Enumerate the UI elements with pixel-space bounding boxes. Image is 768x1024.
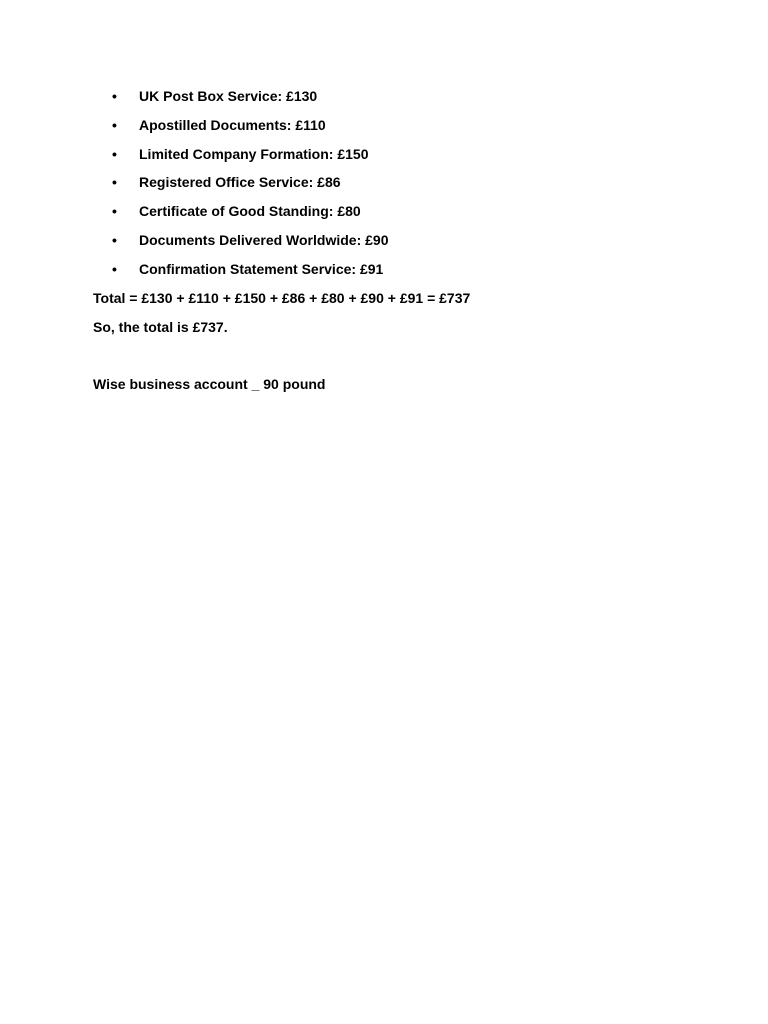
bullet-icon: •	[112, 203, 117, 220]
list-item	[112, 86, 388, 115]
list-item	[112, 259, 388, 288]
list-item-text: Certificate of Good Standing: £80	[139, 203, 361, 220]
list-item-text: Registered Office Service: £86	[139, 174, 341, 191]
bullet-icon: •	[112, 116, 117, 133]
bullet-icon: •	[112, 88, 117, 104]
list-item-text: Documents Delivered Worldwide: £90	[139, 231, 389, 248]
list-item-text: UK Post Box Service: £130	[139, 88, 318, 104]
list-item-text: Limited Company Formation: £150	[139, 145, 369, 162]
bullet-icon: •	[112, 231, 117, 248]
total-calculation: Total = £130 + £110 + £150 + £86 + £80 + £90 + £91 = £737	[93, 290, 471, 306]
total-summary: So, the total is £737.	[93, 319, 228, 335]
bullet-icon: •	[112, 260, 117, 277]
list-item-text: Confirmation Statement Service: £91	[139, 260, 384, 277]
list-item	[112, 172, 388, 201]
list-item	[112, 144, 388, 173]
list-item	[112, 115, 388, 144]
list-item	[112, 201, 388, 230]
list-item-text: Apostilled Documents: £110	[139, 116, 326, 133]
bullet-icon: •	[112, 145, 117, 162]
bullet-icon: •	[112, 174, 117, 191]
list-item	[112, 230, 388, 259]
service-list	[112, 86, 388, 288]
wise-account-note: Wise business account _ 90 pound	[93, 376, 326, 392]
